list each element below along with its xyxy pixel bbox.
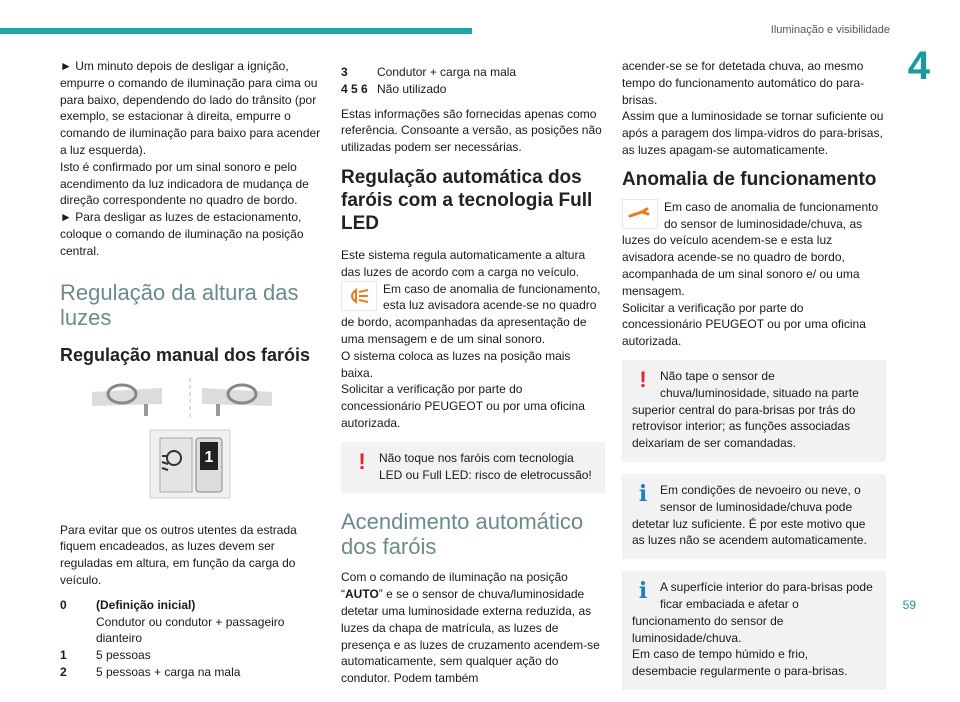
steering-wheel-and-switch-icon (92, 378, 272, 508)
headlamp-warning-lamp-icon (341, 281, 377, 311)
wrench-icon (622, 199, 658, 229)
adjustment-intro: Para evitar que os outros utentes da estrada fiquem encadeados, as luzes devem ser reguladas em altura, em função da carga do veículo. (60, 522, 297, 587)
bullet-parking-lights-off: ► Para desligar as luzes de estacionamento, coloque o comando de iluminação na posição central. (60, 210, 304, 258)
position-1: 1 5 pessoas (60, 648, 151, 663)
auto-description: Com o comando de iluminação na posição “AUTO” e se o sensor de chuva/luminosidade detetar uma luminosidade externa reduzida, as luzes da chapa de matrícula, as luzes de presença e as luzes de cruzamento acendem-se automaticamente, sem qualquer ação do condutor. Podem também (341, 570, 600, 686)
info-icon: i (638, 578, 648, 605)
position-0: 0 (Definição inicial) Condutor ou condutor + passageiro dianteiro (60, 597, 285, 646)
confirmation-text: Isto é confirmado por um sinal sonoro e pelo acendimento da luz indicadora de mudança de direção correspondente no quadro de bordo. (60, 159, 309, 208)
led-fault-paragraph: Em caso de anomalia de funcionamento, esta luz avisadora acende-se no quadro de bordo, acompanhadas da apresentação de uma mensagem e de um sinal sonoro. (341, 281, 601, 346)
section-title: Iluminação e visibilidade (770, 24, 890, 36)
auto-continued: acender-se se for detetada chuva, ao mesmo tempo do funcionamento automático do para-brisas. (622, 59, 865, 107)
malfunction-paragraph: Em caso de anomalia de funcionamento do sensor de luminosidade/chuva, as luzes do veículo acendem-se e esta luz avisadora acende-se no quadro de bordo, acompanhada de um sinal sonoro e/ ou uma mensagem. (622, 199, 879, 298)
led-lowest-position: O sistema coloca as luzes na posição mais baixa. (341, 348, 571, 380)
warning-box-led: ! Não toque nos faróis com tecnologia LED ou Full LED: risco de eletrocussão! (341, 442, 605, 494)
heading-headlamp-height: Regulação da altura das luzes (60, 279, 299, 330)
switch-position-value: 1 (204, 448, 214, 466)
reference-note: Estas informações são fornecidas apenas como referência. Consoante a versão, as posições não utilizadas podem ser necessárias. (341, 106, 602, 155)
exclamation-icon: ! (639, 366, 647, 392)
auto-off: Assim que a luminosidade se tornar suficiente ou após a paragem dos limpa-vidros do para-brisas, as luzes apagam-se automaticamente. (622, 109, 884, 157)
info-box-fogged-windscreen: i A superfície interior do para-brisas pode ficar embaciada e afetar o funcionamento do sensor de luminosidade/chuva. Em caso de tempo húmido e frio, desembacie regularmente o para-brisas. (622, 571, 886, 690)
warning-box-sensor: ! Não tape o sensor de chuva/luminosidade, situado na parte superior central do para-brisas por trás do retrovisor interior; as funções associadas deixariam de ser comandadas. (622, 360, 886, 462)
heading-malfunction: Anomalia de funcionamento (622, 168, 877, 190)
page-number: 59 (902, 598, 916, 612)
column-2 (341, 64, 605, 687)
malfunction-check-dealer: Solicitar a verificação por parte do concessionário PEUGEOT ou por uma oficina autorizada. (622, 300, 866, 349)
header-accent-bar (0, 28, 472, 34)
chapter-number: 4 (907, 44, 930, 88)
heading-full-led: Regulação automática dos faróis com a tecnologia Full LED (341, 166, 593, 234)
position-3: 3 Condutor + carga na mala (341, 65, 517, 79)
position-2: 2 5 pessoas + carga na mala (60, 664, 241, 679)
info-box-fog: i Em condições de nevoeiro ou neve, o sensor de luminosidade/chuva pode detetar luz suficiente. É por este motivo que as luzes não se acendem automaticamente. (622, 474, 886, 559)
heading-auto-headlamps: Acendimento automático dos faróis (341, 509, 584, 560)
led-check-dealer: Solicitar a verificação por parte do concessionário PEUGEOT ou por uma oficina autorizada. (341, 382, 585, 430)
position-4-5-6: 4 5 6 Não utilizado (341, 81, 447, 96)
heading-manual-adjustment: Regulação manual dos faróis (60, 344, 311, 365)
column-3 (622, 58, 886, 702)
info-icon: i (638, 480, 648, 507)
column-1 (60, 58, 322, 681)
bullet-parking-lights-on: ► Um minuto depois de desligar a ignição, empurre o comando de iluminação para cima ou para baixo, dependendo do lado do trânsito (por exemplo, se estacionar à direita, empurre o comando de iluminação para baixo para acender a luz esquerda). (60, 59, 321, 157)
exclamation-icon: ! (358, 448, 366, 474)
led-description: Este sistema regula automaticamente a altura das luzes de acordo com a carga no veículo. (341, 247, 586, 279)
headlamp-adjustment-illustration (60, 378, 322, 508)
